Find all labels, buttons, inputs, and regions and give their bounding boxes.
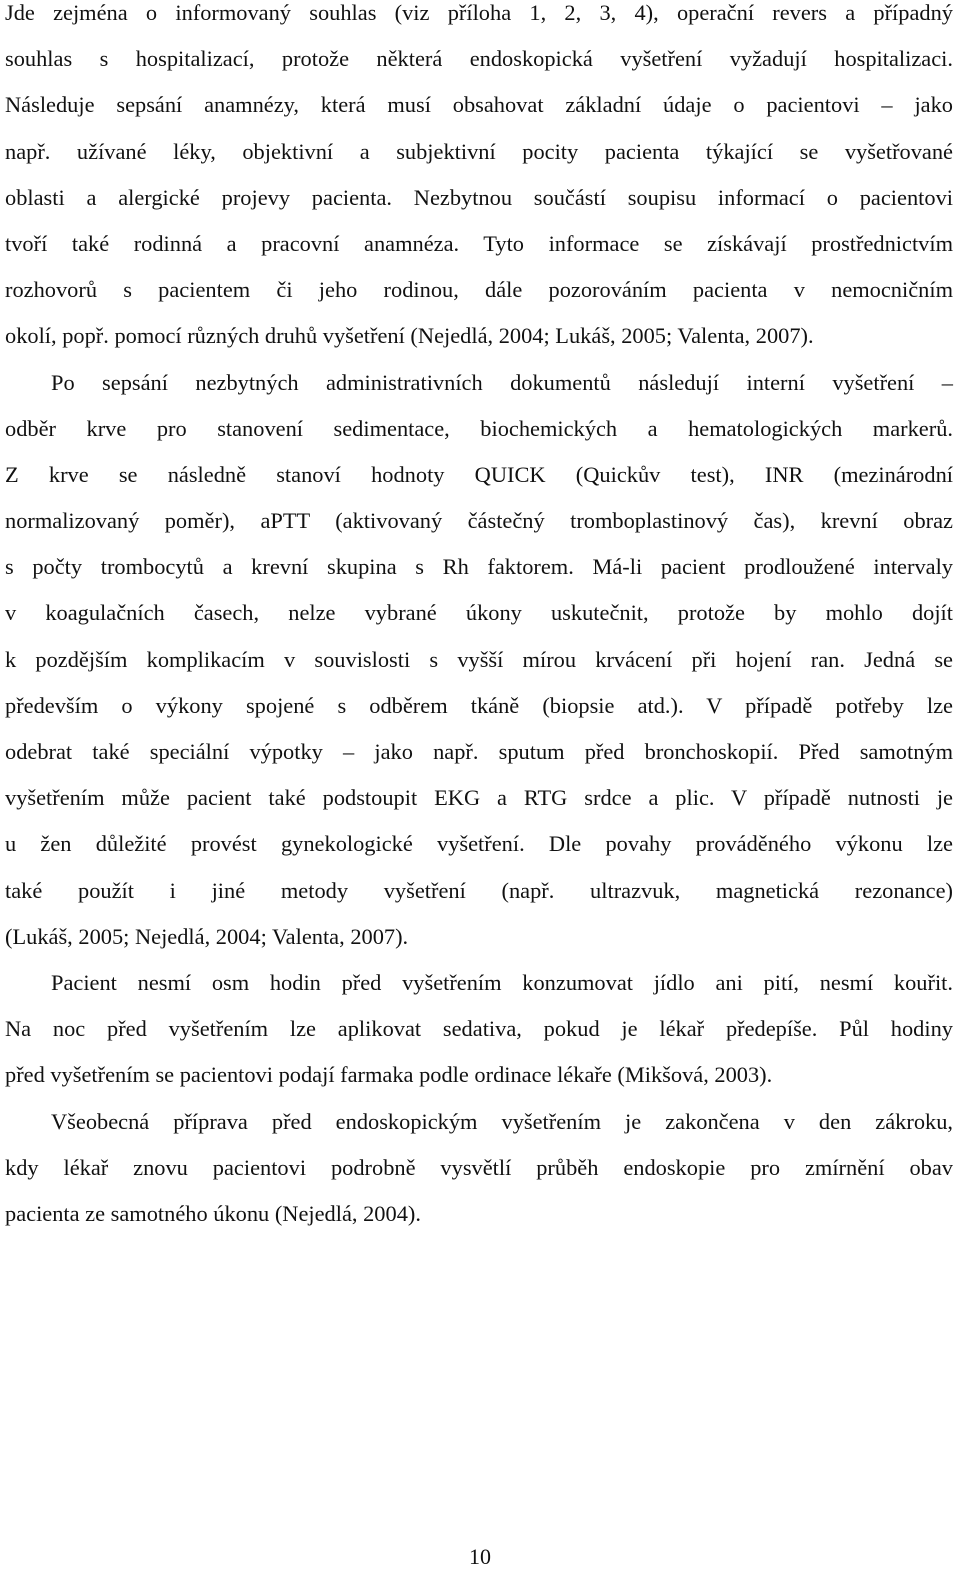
text-line: Jde zejména o informovaný souhlas (viz příloha 1, 2, 3, 4), operační revers a případný <box>5 0 953 25</box>
text-line: pacienta ze samotného úkonu (Nejedlá, 2004). <box>5 1200 421 1226</box>
text-line: kdy lékař znovu pacientovi podrobně vysvětlí průběh endoskopie pro zmírnění obav <box>5 1154 953 1180</box>
text-line: oblasti a alergické projevy pacienta. Nezbytnou součástí soupisu informací o pacientovi <box>5 184 953 210</box>
text-line: Pacient nesmí osm hodin před vyšetřením konzumovat jídlo ani pití, nesmí kouřit. <box>51 969 953 995</box>
page-number: 10 <box>469 1544 491 1569</box>
text-line: také použít i jiné metody vyšetření (např. ultrazvuk, magnetická rezonance) <box>5 877 953 903</box>
text-line: rozhovorů s pacientem či jeho rodinou, dále pozorováním pacienta v nemocničním <box>5 277 953 303</box>
text-line: tvoří také rodinná a pracovní anamnéza. Tyto informace se získávají prostřednictvím <box>5 230 953 256</box>
text-line: především o výkony spojené s odběrem tkáně (biopsie atd.). V případě potřeby lze <box>5 692 953 718</box>
text-line: před vyšetřením se pacientovi podají farmaka podle ordinace lékaře (Mikšová, 2003). <box>5 1062 773 1088</box>
text-line: Na noc před vyšetřením lze aplikovat sedativa, pokud je lékař předepíše. Půl hodiny <box>5 1016 953 1042</box>
text-line: Po sepsání nezbytných administrativních dokumentů následují interní vyšetření – <box>51 369 953 395</box>
text-line: (Lukáš, 2005; Nejedlá, 2004; Valenta, 2007). <box>5 923 409 949</box>
text-line: vyšetřením může pacient také podstoupit EKG a RTG srdce a plic. V případě nutnosti je <box>5 785 953 811</box>
text-line: s počty trombocytů a krevní skupina s Rh faktorem. Má-li pacient prodloužené intervaly <box>5 554 953 580</box>
text-line: např. užívané léky, objektivní a subjektivní pocity pacienta týkající se vyšetřované <box>5 138 953 164</box>
text-line: souhlas s hospitalizací, protože některá endoskopická vyšetření vyžadují hospitalizaci. <box>5 46 953 72</box>
text-line: u žen důležité provést gynekologické vyšetření. Dle povahy prováděného výkonu lze <box>5 831 953 857</box>
text-line: odběr krve pro stanovení sedimentace, biochemických a hematologických markerů. <box>5 415 953 441</box>
text-line: Z krve se následně stanoví hodnoty QUICK (Quickův test), INR (mezinárodní <box>5 461 953 487</box>
text-line: okolí, popř. pomocí různých druhů vyšetření (Nejedlá, 2004; Lukáš, 2005; Valenta, 2007). <box>5 323 814 349</box>
text-line: Všeobecná příprava před endoskopickým vyšetřením je zakončena v den zákroku, <box>51 1108 953 1134</box>
text-line: odebrat také speciální výpotky – jako např. sputum před bronchoskopií. Před samotným <box>5 739 953 764</box>
body-text <box>5 0 953 1247</box>
text-line: normalizovaný poměr), aPTT (aktivovaný částečný tromboplastinový čas), krevní obraz <box>5 508 953 534</box>
text-line: k pozdějším komplikacím v souvislosti s vyšší mírou krvácení při hojení ran. Jedná se <box>5 646 953 672</box>
text-line: v koagulačních časech, nelze vybrané úkony uskutečnit, protože by mohlo dojít <box>5 600 953 626</box>
text-line: Následuje sepsání anamnézy, která musí obsahovat základní údaje o pacientovi – jako <box>5 92 953 118</box>
